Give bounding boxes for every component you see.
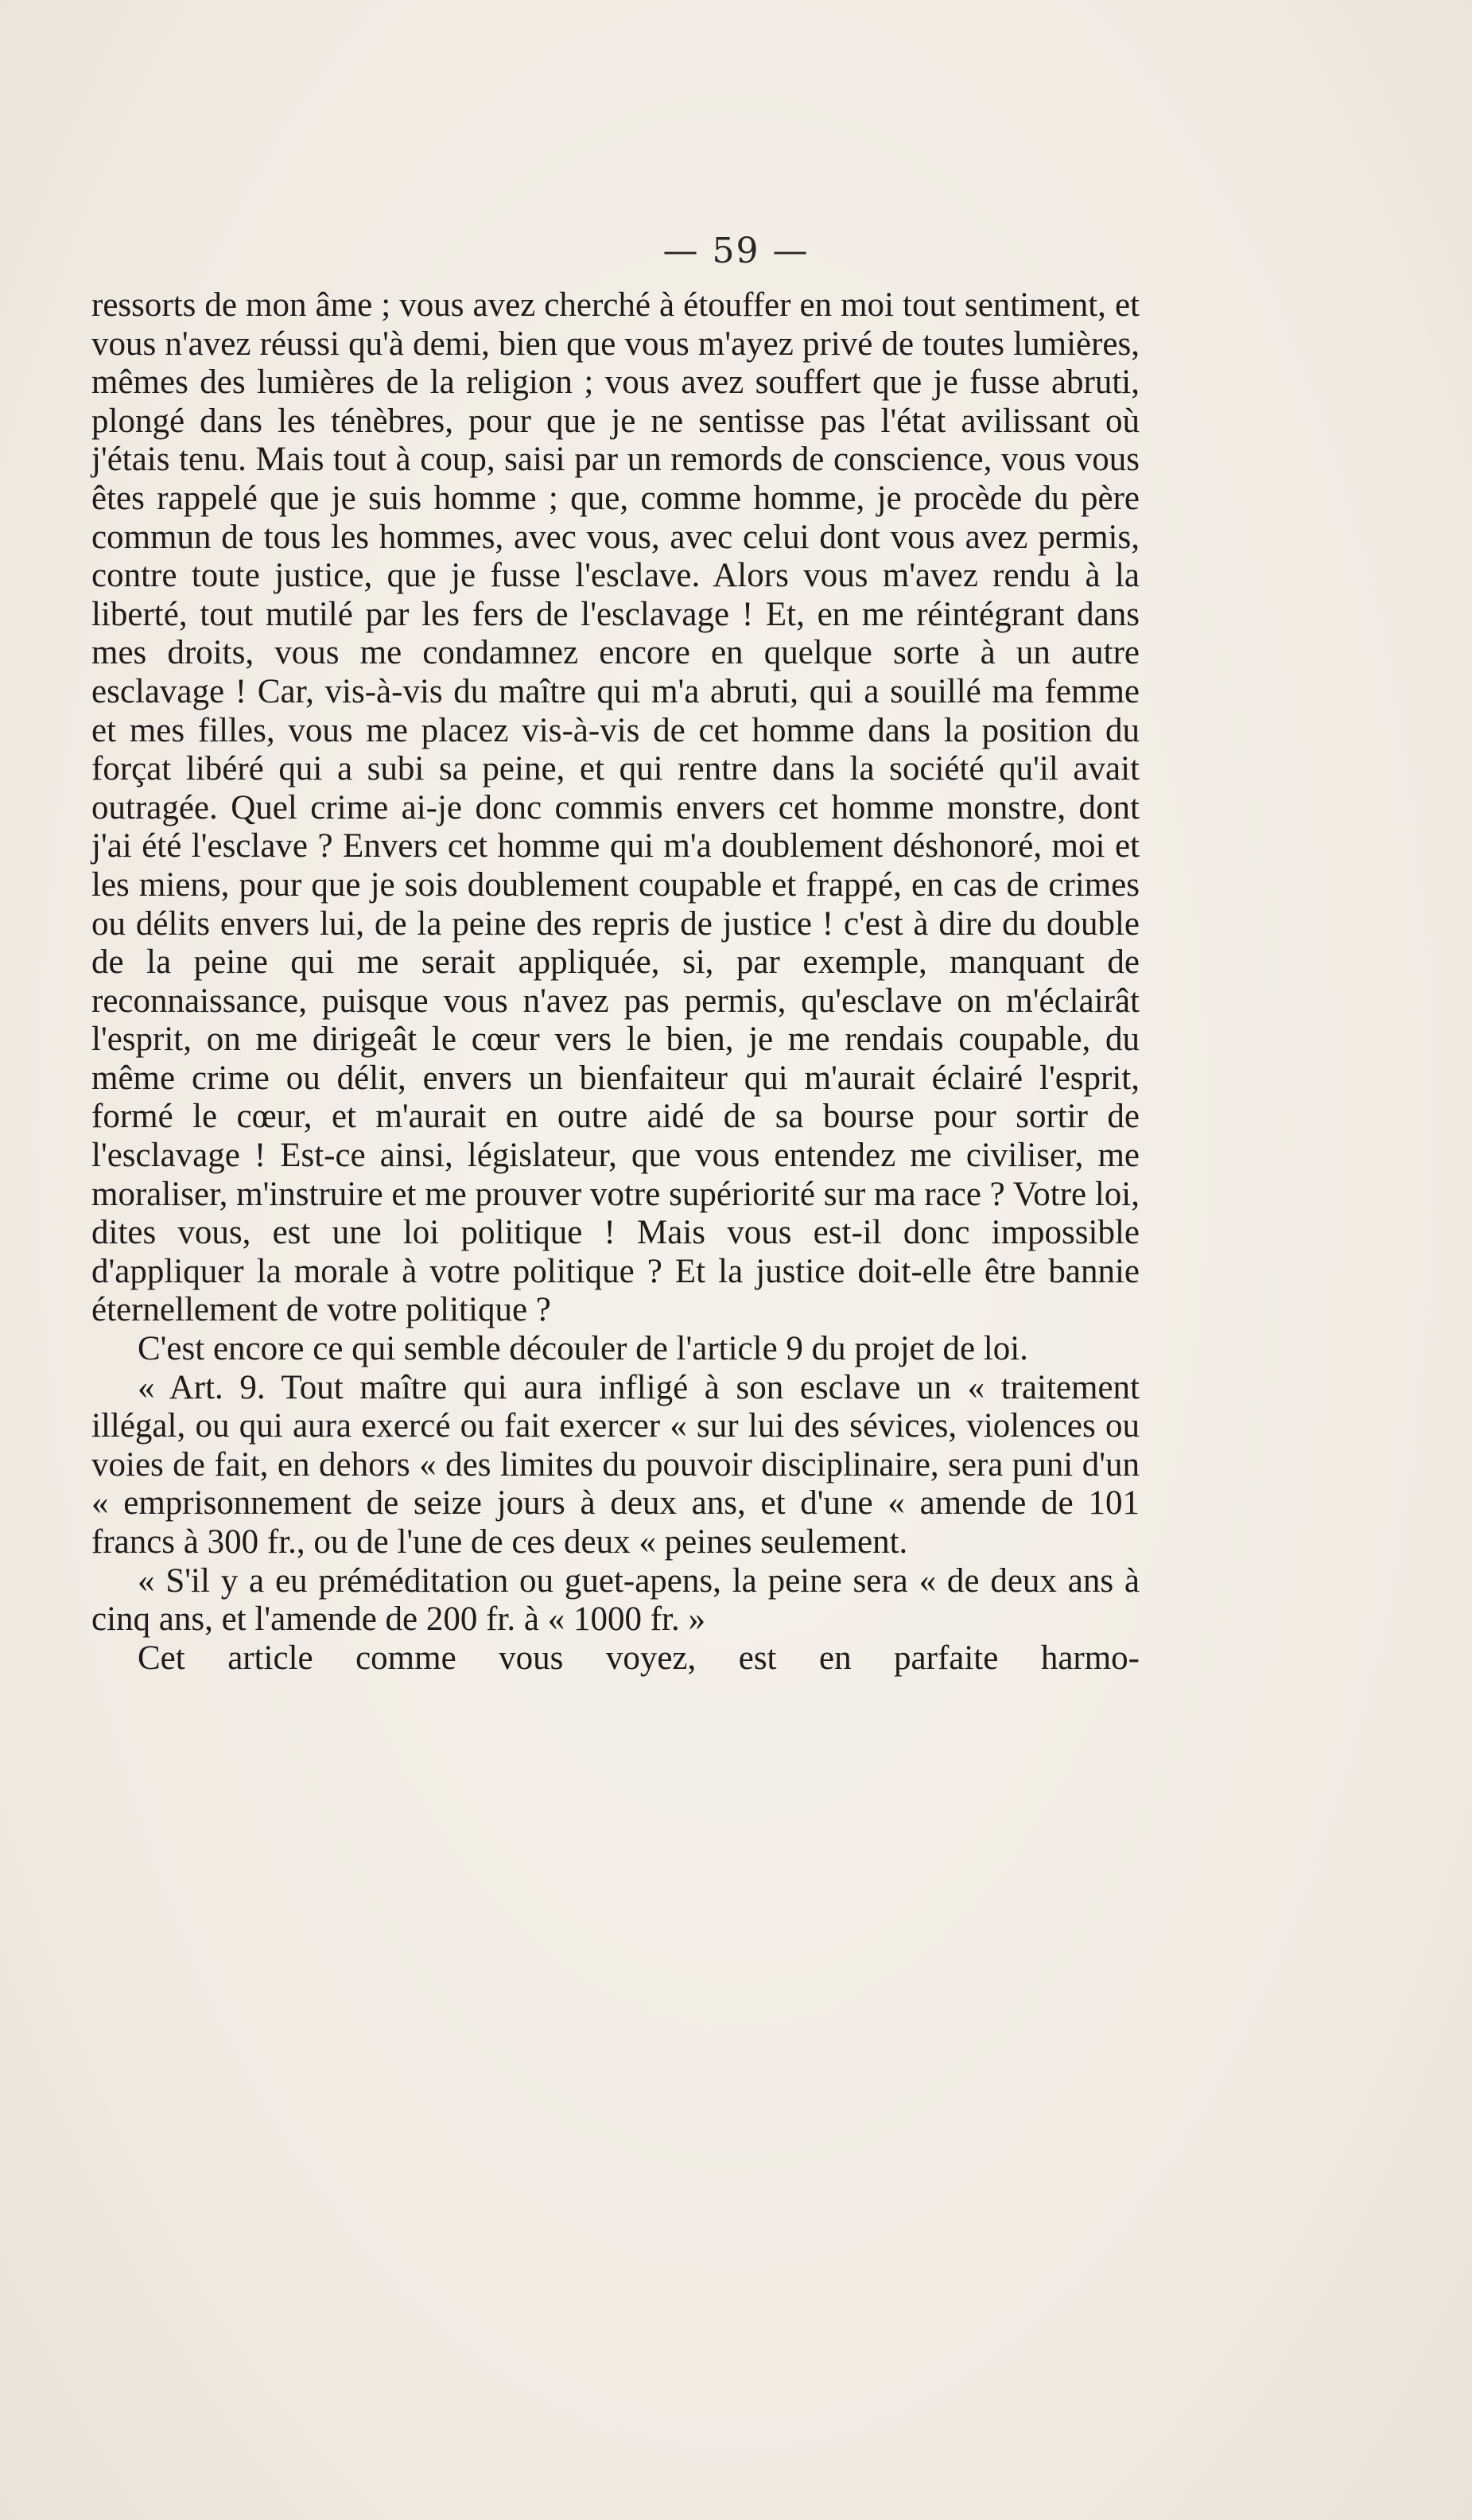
paragraph-continued: Cet article comme vous voyez, est en parfaite harmo- [138, 1639, 1140, 1677]
page-number: — 59 — [662, 231, 810, 271]
quote-article-9: « Art. 9. Tout maître qui aura infligé à son esclave un « traitement illégal, ou qui aura exercé ou fait exercer « sur lui des sévices, violences ou voies de fait, en dehors « des limites du pouvoir disciplinaire, sera puni d'un « emprisonnement de seize jours à deux ans, et d'une « amende de 101 francs à 300 fr., ou de l'une de ces deux « peines seulement. [91, 1368, 1140, 1561]
quote-premeditation: « S'il y a eu préméditation ou guet-apens, la peine sera « de deux ans à cinq ans, et l'amende de 200 fr. à « 1000 fr. » [91, 1561, 1140, 1639]
paragraph-article-intro: C'est encore ce qui semble découler de l'article 9 du projet de loi. [138, 1330, 1028, 1368]
paragraph-main: ressorts de mon âme ; vous avez cherché à étouffer en moi tout sentiment, et vous n'avez réussi qu'à demi, bien que vous m'ayez privé de toutes lumières, mêmes des lumières de la religion ; vous avez souffert que je fusse abruti, plongé dans les ténèbres, pour que je ne sentisse pas l'état avilissant où j'étais tenu. Mais tout à coup, saisi par un remords de conscience, vous vous êtes rappelé que je suis homme ; que, comme homme, je procède du père commun de tous les hommes, avec vous, avec celui dont vous avez permis, contre toute justice, que je fusse l'esclave. Alors vous m'avez rendu à la liberté, tout mutilé par les fers de l'esclavage ! Et, en me réintégrant dans mes droits, vous me condamnez encore en quelque sorte à un autre esclavage ! Car, vis-à-vis du maître qui m'a abruti, qui a souillé ma femme et mes filles, vous me placez vis-à-vis de cet homme dans la position du forçat libéré qui a subi sa peine, et qui rentre dans la société qu'il avait outragée. Quel crime ai-je donc commis envers cet homme monstre, dont j'ai été l'esclave ? Envers cet homme qui m'a doublement déshonoré, moi et les miens, pour que je sois doublement coupable et frappé, en cas de crimes ou délits envers lui, de la peine des repris de justice ! c'est à dire du double de la peine qui me serait appliquée, si, par exemple, manquant de reconnaissance, puisque vous n'avez pas permis, qu'esclave on m'éclairât l'esprit, on me dirigeât le cœur vers le bien, je me rendais coupable, du même crime ou délit, envers un bienfaiteur qui m'aurait éclairé l'esprit, formé le cœur, et m'aurait en outre aidé de sa bourse pour sortir de l'esclavage ! Est-ce ainsi, législateur, que vous entendez me civiliser, me moraliser, m'instruire et me prouver votre supériorité sur ma race ? Votre loi, dites vous, est une loi politique ! Mais vous est-il donc impossible d'appliquer la morale à votre politique ? Et la justice doit-elle être bannie éternellement de votre politique ? [91, 286, 1140, 1329]
page-body [91, 286, 1140, 1678]
